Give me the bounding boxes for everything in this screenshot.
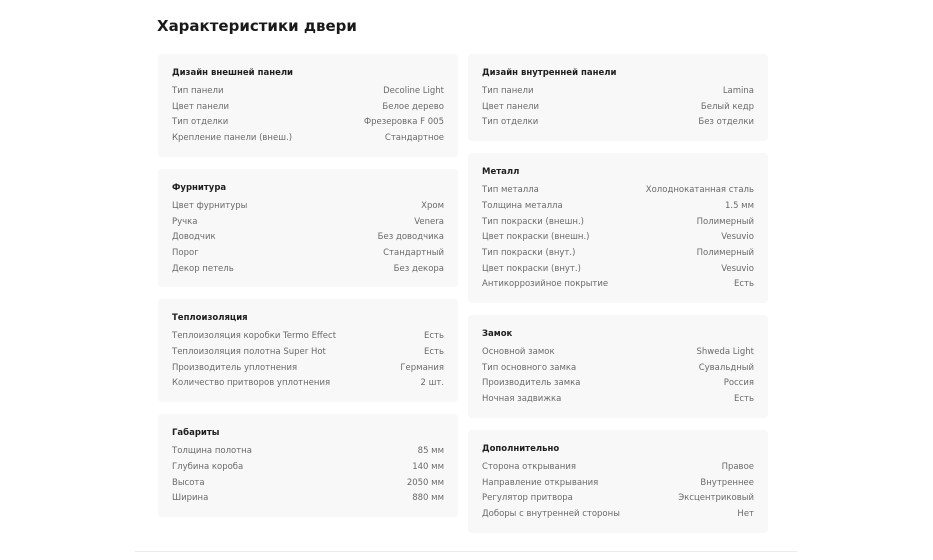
spec-value: Фрезеровка F 005 — [363, 117, 444, 128]
left-column — [158, 54, 458, 529]
spec-value: Shweda Light — [696, 347, 754, 358]
spec-section-card — [468, 54, 768, 141]
spec-label: Толщина металла — [482, 200, 563, 211]
spec-row — [172, 84, 444, 100]
spec-row — [172, 100, 444, 116]
spec-label: Порог — [172, 247, 199, 258]
spec-label: Цвет панели — [172, 101, 230, 112]
spec-label: Ширина — [172, 493, 209, 504]
spec-label: Тип панели — [482, 86, 534, 96]
spec-label: Сторона открывания — [482, 461, 576, 472]
spec-section-card — [468, 315, 768, 418]
spec-value: Полимерный — [696, 216, 754, 227]
spec-value: Полимерный — [696, 247, 754, 258]
spec-value: Белый кедр — [700, 101, 754, 112]
spec-row — [482, 476, 754, 492]
spec-label: Теплоизоляция коробки Termo Effect — [172, 331, 337, 342]
spec-label: Производитель замка — [482, 378, 581, 389]
spec-label: Антикоррозийное покрытие — [482, 279, 609, 290]
spec-label: Доводчик — [172, 232, 216, 243]
spec-value: Lamina — [722, 86, 754, 96]
spec-row — [482, 84, 754, 100]
spec-label: Тип покраски (внешн.) — [482, 216, 584, 227]
spec-section-card — [158, 169, 458, 288]
spec-row — [482, 460, 754, 476]
spec-label: Цвет покраски (внут.) — [482, 263, 581, 274]
spec-label: Глубина короба — [172, 461, 244, 472]
spec-row — [172, 460, 444, 476]
spec-value: Есть — [423, 347, 444, 358]
spec-row — [172, 199, 444, 215]
spec-value: Нет — [737, 508, 754, 519]
spec-row — [172, 131, 444, 147]
spec-row — [482, 100, 754, 116]
spec-row — [172, 345, 444, 361]
spec-label: Тип панели — [172, 86, 224, 96]
spec-section-card — [158, 414, 458, 517]
spec-section-card — [468, 430, 768, 533]
spec-section-card — [158, 54, 458, 157]
spec-row — [482, 361, 754, 377]
spec-label: Цвет фурнитуры — [172, 200, 248, 211]
spec-label: Тип отделки — [172, 117, 229, 128]
spec-label: Цвет покраски (внешн.) — [482, 232, 590, 243]
spec-row — [172, 230, 444, 246]
spec-label: Производитель уплотнения — [172, 362, 298, 373]
spec-value: 2 шт. — [420, 378, 444, 389]
spec-value: 1.5 мм — [724, 200, 754, 211]
spec-row — [482, 246, 754, 262]
spec-value: Без декора — [393, 263, 444, 274]
spec-row — [482, 199, 754, 215]
spec-label: Ручка — [172, 216, 198, 227]
spec-value: Сувальдный — [698, 362, 754, 373]
spec-value: 140 мм — [412, 461, 444, 472]
spec-row — [172, 444, 444, 460]
spec-row — [482, 491, 754, 507]
spec-value: Decoline Light — [383, 86, 444, 96]
spec-label: Регулятор притвора — [482, 493, 573, 504]
spec-row — [482, 277, 754, 293]
spec-row — [172, 115, 444, 131]
spec-value: 85 мм — [417, 446, 444, 457]
spec-row — [482, 507, 754, 523]
spec-value: Стандартное — [384, 133, 444, 144]
spec-value: Холоднокатанная сталь — [645, 185, 754, 196]
spec-row — [172, 491, 444, 507]
spec-row — [482, 230, 754, 246]
section-title: Дизайн внутренней панели — [482, 68, 617, 78]
spec-value: 2050 мм — [406, 477, 444, 488]
spec-row — [172, 262, 444, 278]
spec-label: Крепление панели (внеш.) — [172, 133, 293, 144]
spec-value: Venera — [414, 216, 444, 227]
spec-value: Белое дерево — [382, 101, 444, 112]
section-title: Замок — [482, 329, 513, 340]
spec-label: Тип отделки — [482, 117, 539, 128]
spec-row — [482, 115, 754, 131]
spec-row — [482, 183, 754, 199]
spec-label: Тип металла — [482, 185, 539, 196]
spec-label: Количество притворов уплотнения — [172, 378, 331, 389]
spec-row — [482, 376, 754, 392]
spec-row — [172, 329, 444, 345]
section-title: Дополнительно — [482, 443, 560, 454]
spec-row — [172, 476, 444, 492]
spec-row — [482, 215, 754, 231]
spec-value: Без отделки — [698, 117, 754, 128]
spec-section-card — [468, 153, 768, 303]
section-title: Металл — [482, 167, 520, 178]
section-title: Габариты — [172, 428, 220, 439]
spec-value: Правое — [721, 461, 754, 472]
section-title: Теплоизоляция — [172, 313, 248, 324]
spec-label: Декор петель — [172, 263, 234, 274]
spec-label: Направление открывания — [482, 477, 599, 488]
spec-value: Есть — [733, 394, 754, 405]
spec-value: Эксцентриковый — [678, 493, 754, 504]
spec-row — [482, 345, 754, 361]
section-title: Фурнитура — [172, 182, 227, 193]
footer-divider — [135, 551, 797, 552]
spec-value: Есть — [423, 331, 444, 342]
spec-label: Теплоизоляция полотна Super Hot — [172, 347, 326, 358]
spec-value: Германия — [400, 362, 444, 373]
page-title: Характеристики двери — [157, 17, 357, 35]
spec-value: Есть — [733, 279, 754, 290]
spec-label: Ночная задвижка — [482, 394, 562, 405]
spec-row — [172, 361, 444, 377]
spec-value: Внутреннее — [700, 477, 754, 488]
spec-value: Россия — [723, 378, 754, 389]
spec-value: 880 мм — [412, 493, 444, 504]
spec-label: Тип покраски (внут.) — [482, 247, 576, 258]
spec-value: Vesuvio — [721, 232, 754, 243]
spec-row — [482, 392, 754, 408]
spec-label: Тип основного замка — [482, 362, 577, 373]
right-column — [468, 54, 768, 545]
spec-label: Толщина полотна — [172, 446, 252, 457]
spec-label: Доборы с внутренней стороны — [482, 508, 620, 519]
spec-row — [172, 376, 444, 392]
spec-value: Хром — [421, 200, 444, 211]
spec-label: Высота — [172, 477, 205, 488]
spec-value: Стандартный — [383, 247, 444, 258]
spec-label: Цвет панели — [482, 101, 540, 112]
spec-row — [172, 215, 444, 231]
spec-value: Без доводчика — [377, 232, 444, 243]
spec-row — [482, 262, 754, 278]
spec-value: Vesuvio — [721, 263, 754, 274]
spec-row — [172, 246, 444, 262]
section-title: Дизайн внешней панели — [172, 68, 294, 78]
spec-section-card — [158, 299, 458, 402]
spec-label: Основной замок — [482, 347, 555, 358]
